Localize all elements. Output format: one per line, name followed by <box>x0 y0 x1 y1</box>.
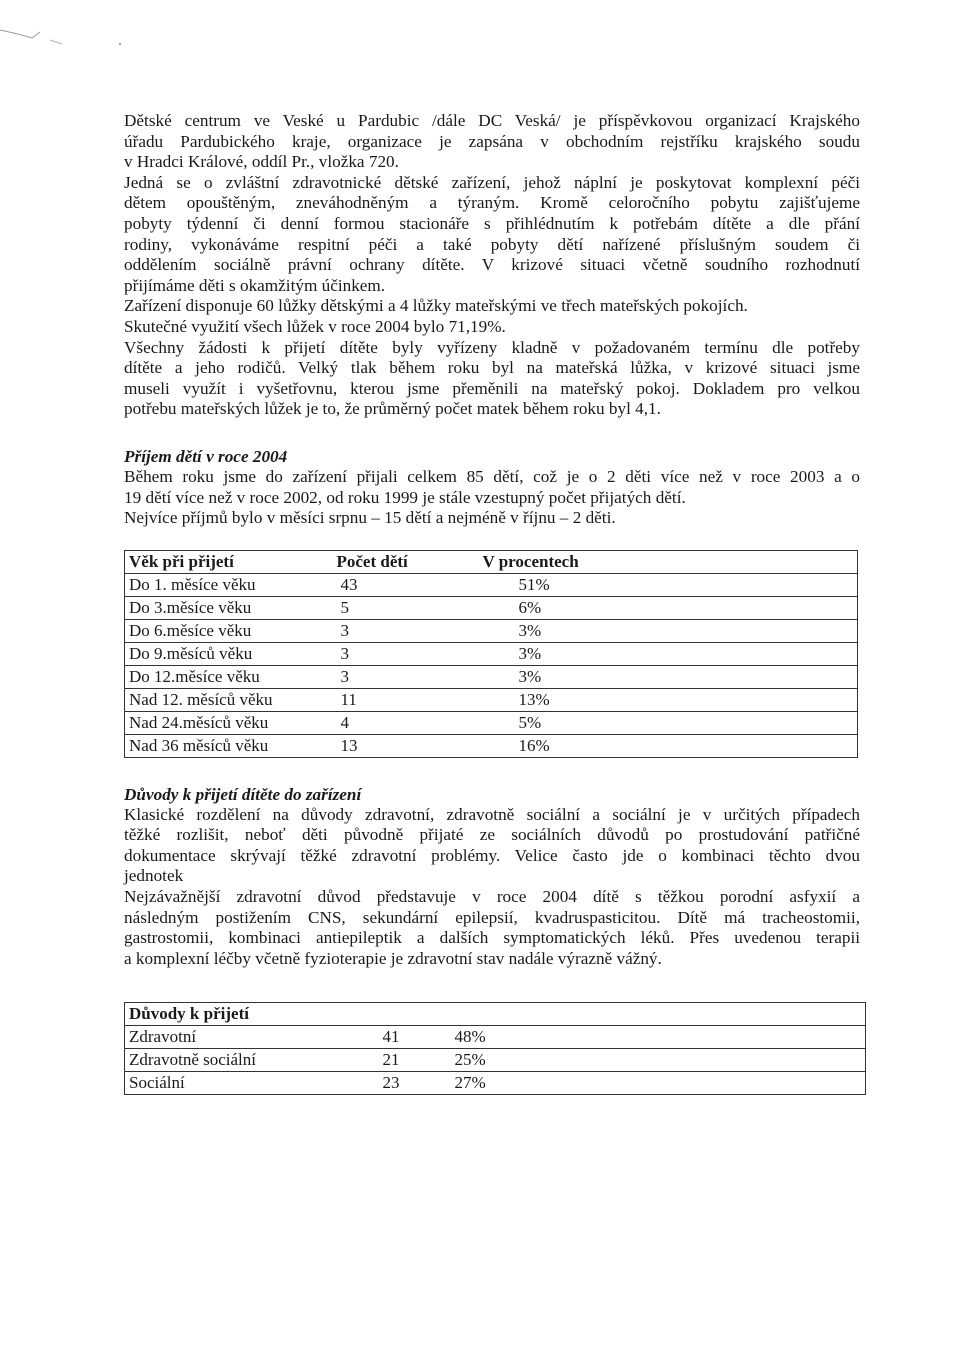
table-row <box>125 688 858 711</box>
text-line: Všechny žádosti k přijetí dítěte byly vyřízeny kladně v požadovaném termínu dle potřeby <box>124 337 860 357</box>
text-line: přijímáme děti s okamžitým účinkem. <box>124 275 386 295</box>
reasons-paragraph <box>124 805 860 970</box>
text-line: Dětské centrum ve Veské u Pardubic /dále DC Veská/ je příspěvkovou organizací Krajského <box>124 111 860 130</box>
text-line: dokumentace skrývají těžké zdravotní problémy. Velice často jde o kombinaci těchto dvou <box>124 845 860 865</box>
table-cell: Nad 36 měsíců věku <box>125 734 333 757</box>
table-cell: Do 12.měsíce věku <box>125 665 333 688</box>
reasons-heading: Důvody k přijetí dítěte do zařízení <box>124 784 362 804</box>
text-line: Nejvíce příjmů bylo v měsíci srpnu – 15 dětí a nejméně v říjnu – 2 děti. <box>124 508 616 528</box>
table-cell: 25% <box>445 1049 866 1072</box>
scan-artifact <box>0 0 130 60</box>
header-percent: V procentech <box>473 550 858 573</box>
table-row <box>125 1049 866 1072</box>
table-row <box>125 642 858 665</box>
text-line: 19 dětí více než v roce 2002, od roku 1999 je stále vzestupný počet přijatých dětí. <box>124 487 686 507</box>
text-line: pobyty týdenní či denní formou stacionáře s přihlédnutím k potřebám dítěte a dle přání <box>124 213 860 233</box>
table-cell: 3% <box>473 619 858 642</box>
table-cell: 3 <box>333 665 473 688</box>
text-line: dětem opouštěným, zneváhodněným a týraným. Kromě celoročního pobytu zajišťujeme <box>124 193 860 213</box>
table-header-row <box>125 550 858 573</box>
table-cell: 51% <box>473 573 858 596</box>
text-line: těžké rozlišit, neboť děti původně přijaté ze sociálních důvodů po prostudování patřičné <box>124 825 860 845</box>
table-row <box>125 734 858 757</box>
text-line: oddělením sociálně právní ochrany dítěte. V krizové situaci včetně soudního rozhodnutí <box>124 255 860 275</box>
text-line: gastrostomii, kombinaci antiepileptik a dalších symptomatických léků. Přes uvedenou terapii <box>124 928 860 948</box>
text-line: v Hradci Králové, oddíl Pr., vložka 720. <box>124 152 399 172</box>
reasons-table-header: Důvody k přijetí <box>125 1003 866 1026</box>
text-line: následným postižením CNS, sekundární epilepsií, kvadruspasticitou. Dítě má tracheostomii, <box>124 907 860 927</box>
table-cell: Nad 12. měsíců věku <box>125 688 333 711</box>
table-cell: 3% <box>473 665 858 688</box>
table-cell: 43 <box>333 573 473 596</box>
table-cell: 23 <box>379 1072 445 1095</box>
document-page <box>124 111 860 1095</box>
text-line: Nejzávažnější zdravotní důvod představuje v roce 2004 dítě s těžkou porodní asfyxií a <box>124 887 860 907</box>
intro-paragraph <box>124 111 860 420</box>
table-row <box>125 573 858 596</box>
table-cell: Do 6.měsíce věku <box>125 619 333 642</box>
table-row <box>125 665 858 688</box>
table-row <box>125 619 858 642</box>
table-cell: 27% <box>445 1072 866 1095</box>
header-count: Počet dětí <box>333 550 473 573</box>
table-cell: Nad 24.měsíců věku <box>125 711 333 734</box>
table-cell: 16% <box>473 734 858 757</box>
table-row <box>125 1026 866 1049</box>
table-cell: 11 <box>333 688 473 711</box>
table-cell: 13% <box>473 688 858 711</box>
text-line: Jedná se o zvláštní zdravotnické dětské zařízení, jehož náplní je poskytovat komplexní péči <box>124 172 860 192</box>
table-cell: 48% <box>445 1026 866 1049</box>
table-row <box>125 711 858 734</box>
table-cell: 4 <box>333 711 473 734</box>
table-cell: Sociální <box>125 1072 379 1095</box>
header-age: Věk při přijetí <box>125 550 333 573</box>
table-cell: Do 1. měsíce věku <box>125 573 333 596</box>
text-line: potřebu mateřských lůžek je to, že průměrný počet matek během roku byl 4,1. <box>124 399 661 419</box>
table-cell: Do 3.měsíce věku <box>125 596 333 619</box>
text-line: dítěte a jeho rodičů. Velký tlak během roku byl na mateřská lůžka, v krizové situaci jsme <box>124 358 860 378</box>
table-cell: 21 <box>379 1049 445 1072</box>
table-cell: 3% <box>473 642 858 665</box>
table-row <box>125 596 858 619</box>
text-line: museli využít i vyšetřovnu, kterou jsme přeměnili na mateřský pokoj. Dokladem pro velkou <box>124 378 860 398</box>
table-row <box>125 1072 866 1095</box>
text-line: Během roku jsme do zařízení přijali celkem 85 dětí, což je o 2 děti více než v roce 2003 a o <box>124 466 860 486</box>
table-cell: Do 9.měsíců věku <box>125 642 333 665</box>
table-cell: 3 <box>333 619 473 642</box>
text-line: a komplexní léčby včetně fyzioterapie je zdravotní stav nadále výrazně vážný. <box>124 948 662 968</box>
age-table <box>124 550 858 758</box>
text-line: úřadu Pardubického kraje, organizace je zapsána v obchodním rejstříku krajského soudu <box>124 131 860 151</box>
intake-paragraph <box>124 467 860 529</box>
reasons-table <box>124 1002 866 1095</box>
intake-heading: Příjem dětí v roce 2004 <box>124 446 288 466</box>
table-cell: Zdravotně sociální <box>125 1049 379 1072</box>
text-line: rodiny, vykonáváme respitní péči a také pobyty dětí nařízené příslušným soudem či <box>124 234 860 254</box>
table-cell: 41 <box>379 1026 445 1049</box>
table-cell: 5 <box>333 596 473 619</box>
table-header-row <box>125 1003 866 1026</box>
text-line: Klasické rozdělení na důvody zdravotní, zdravotně sociální a sociální je v určitých případech <box>124 804 860 824</box>
text-line: Zařízení disponuje 60 lůžky dětskými a 4 lůžky mateřskými ve třech mateřských pokojích. <box>124 296 748 316</box>
text-line: jednotek <box>124 866 184 886</box>
table-cell: 3 <box>333 642 473 665</box>
table-cell: 13 <box>333 734 473 757</box>
table-cell: 6% <box>473 596 858 619</box>
table-cell: Zdravotní <box>125 1026 379 1049</box>
table-cell: 5% <box>473 711 858 734</box>
text-line: Skutečné využití všech lůžek v roce 2004 bylo 71,19%. <box>124 316 506 336</box>
